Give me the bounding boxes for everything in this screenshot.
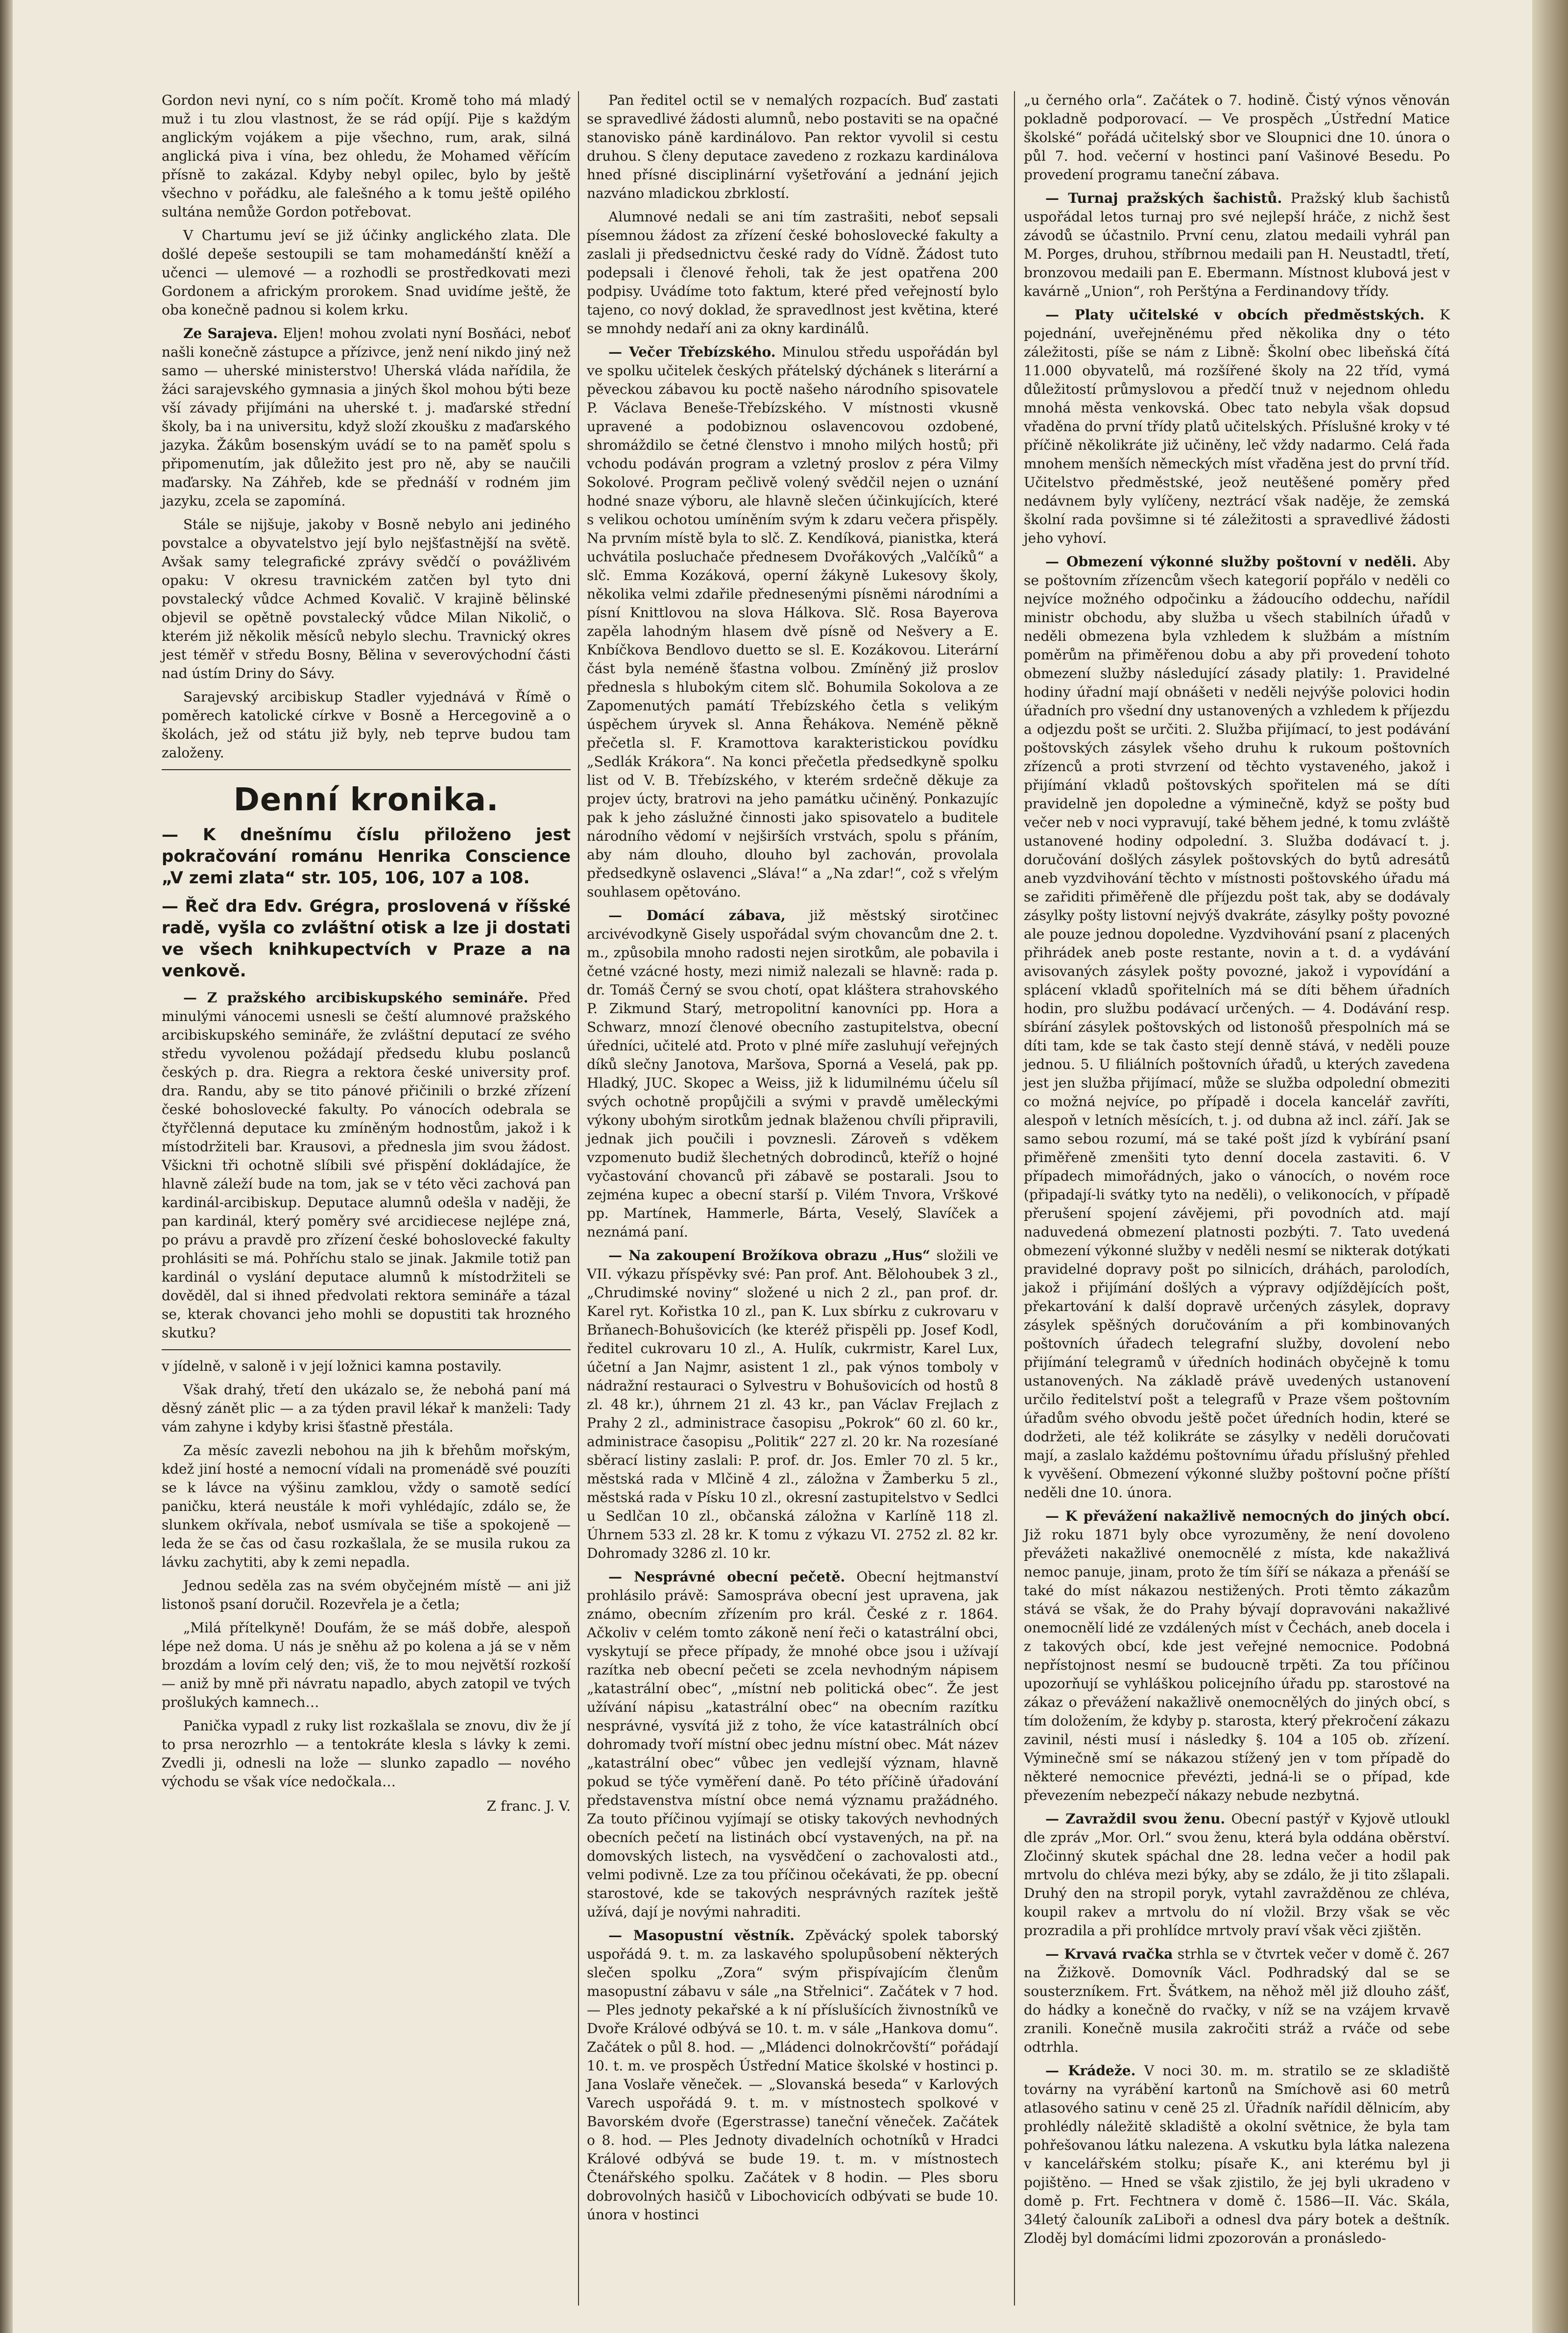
paragraph: „u černého orla“. Začátek o 7. hodině. Čistý výnos věnován pokladně podporovací. — Ve prospěch „Ústřední Matice školské“ pořádá učitelský sbor ve Sloupnici dne 10. února o půl 7. hod. večerní v hostinci paní Vašinové Besedu. Po provedení programu taneční zábava. xyxy=(1024,92,1450,183)
paragraph-heading: — Domácí zábava, xyxy=(608,907,786,923)
feuilleton-paragraph: Za měsíc zavezli nebohou na jih k břehům mořským, kdež jiní hosté a nemocní vídali na promenádě své pouzíti se k lávce na výšinu zamklou, vždy o samotě sedící paničku, která neustále k moři vyhlédajíc, zdálo se, že slunkem okřívala, neboť usmívala se tiše a spokojeně — leda že se čas od času rozkašlala, že se musila rukou za lávku zachytiti, aby k zemi nepadla. xyxy=(162,1442,571,1570)
paragraph-text: Pražský klub šachistů uspořádal letos turnaj pro své nejlepší hráče, z nichž šest závodů se účastnilo. První cenu, zlatou medaili vyhrál pan M. Porges, druhou, stříbrnou medaili pan H. Neustadtl, třetí, bronzovou medaili pan E. Ebermann. Místnost klubová jest v kavárně „Union“, roh Perštýna a Ferdinandovy třídy. xyxy=(1024,190,1450,299)
paragraph: V Chartumu jeví se již účinky anglického zlata. Dle došlé depeše sestoupili se tam mohamedánští kněží a učenci — ulemové — a rozhodli se prostředkovati mezi Gordonem a africkým prorokem. Snad uvidíme ještě, že oba konečně padnou si kolem krku. xyxy=(162,227,571,318)
paragraph xyxy=(1024,306,1450,548)
feuilleton-paragraph: v jídelně, v saloně i v její ložnici kamna postavily. xyxy=(162,1358,502,1374)
divider xyxy=(162,1349,571,1350)
paragraph xyxy=(1024,1945,1450,2057)
paragraph-text: Obecní hejtmanství prohlásilo právě: Samospráva obecní jest upravena, jak známo, obecním zřízením pro král. České z r. 1864. Ačkoliv v celém tomto zákoně není řeči o katastrální obci, vyskytují se přece případy, že mnohé obce jsou i užívají razítka neb obecní pečeti se zcela nevhodným nápisem „katastrální obec“, „místní neb politická obec“. Že jest užívání nápisu „katastrální obec“ na obecním razítku nesprávné, vysvítá již z toho, že více katastrálních obcí dohromady tvoří místní obec jednu místní obec. Mát název „katastrální obec“ vůbec jen vedlejší význam, hlavně pokud se týče vyměření daně. Po této příčině úřadování představenstva místní obce nemá významu pražádného. Za touto příčinou vyjímají se otisky takových nevhodných obecních pečetí na listinách obcí vystavených, na př. na domovských listech, na vysvědčení o zachovalosti atd., velmi podivně. Lze za tou příčinou očekávati, že pp. obecní starostové, kde se takových nesprávných razítek ještě užívá, dají je novými nahraditi. xyxy=(587,1569,998,1920)
page-edge-right xyxy=(1532,0,1568,2333)
notice: — Řeč dra Edv. Grégra, proslovená v říšské radě, vyšla co zvláštní otisk a lze ji dostati ve všech knihkupectvích v Praze a na venkově. xyxy=(162,897,571,981)
paragraph-text: Již roku 1871 byly obce vyrozuměny, že není dovoleno převážeti nakažlivé onemocnělé z místa, kde nakažlivá nemoc panuje, jinam, proto že tím šíří se nákaza a přenáší se také do míst nákazou nestižených. Proti těmto zákazům stává se však, že do Prahy bývají dopravováni nakažlivé onemocnělí lidé ze vzdálených míst v Čechách, aneb docela i z takových obcí, kde jest veřejné nemocnice. Podobná nepřístojnost nesmí se budoucně trpěti. Za tou příčinou upozorňují se vyhláškou policejního úřadu pp. starostové na zákaz o převážení nakažlivě onemocnělých do jiných obcí, s tím doložením, že kdyby p. starosta, který překročení zákazu zavinil, nésti musí i následky §. 104 a 105 ob. zřízení. Výminečně smí se nákazou stížený jen v tom případě do některé nemocnice převézti, jedná-li se o případ, kde převezením nebezpečí nákazy nebude nezbytná. xyxy=(1024,1527,1450,1803)
paragraph-text: V noci 30. m. m. stratilo se ze skladiště továrny na vyrábění kartonů na Smíchově asi 60 metrů atlasového satinu v ceně 25 zl. Úřadník nařídil dělnicím, aby prohlédly náležitě skladiště a okolní světnice, že byla tam pohřešovanou látku nalezena. A vskutku byla látka nalezena v kancelářském stolku; písaře K., ani kterému byl ji pojištěno. — Hned se však zjistilo, že jej byli ukradeno v domě p. Frt. Fechtnera v domě č. 1586—II. Vác. Skála, 34letý čalouník zaLiboři a odnesl dva páry botek a deštník. Zloděj byl domácími lidmi zpozorován a pronásledo- xyxy=(1024,2063,1450,2246)
paragraph xyxy=(1024,553,1450,1502)
column-rule xyxy=(1014,91,1015,2306)
paragraph xyxy=(587,1568,998,1921)
paragraph-heading: — Zavraždil svou ženu. xyxy=(1045,1811,1226,1827)
author-signature: Z franc. J. V. xyxy=(486,1798,571,1814)
paragraph xyxy=(587,343,998,901)
column-1 xyxy=(162,91,571,1814)
notice: — K dnešnímu číslu přiloženo jest pokračování románu Henrika Conscience „V zemi zlata“ str. 105, 106, 107 a 108. xyxy=(162,825,571,888)
paragraph-heading: Ze Sarajeva. xyxy=(183,325,278,341)
feuilleton-paragraph: Jednou seděla zas na svém obyčejném místě — ani již listonoš psaní doručil. Rozevřela je a četla; xyxy=(162,1578,571,1612)
section-title: Denní kronika. xyxy=(233,782,499,818)
divider xyxy=(162,769,571,770)
paragraph xyxy=(1024,189,1450,301)
paragraph xyxy=(1024,1810,1450,1940)
paragraph: Stále se nijšuje, jakoby v Bosně nebylo ani jediného povstalce a obyvatelstvo její bylo nejšťastnější na světě. Avšak samy telegrafické zprávy svědčí o povážlivém opaku: V okresu travnickém zatčen byl tyto dni povstalecký vůdce Achmed Kovalič. V krajině bělinské objevil se opětně povstalecký vůdce Milan Nikolič, o kterém již několik měsíců nebylo slechu. Travnický okres jest téměř v středu Bosny, Bělina v severovýchodní části nad ústím Driny do Sávy. xyxy=(162,516,571,681)
paragraph-text: strhla se v čtvrtek večer v domě č. 267 na Žižkově. Domovník Václ. Podhradský dal se se sousterzníkem. Frt. Švátkem, na něhož měl již dlouho zášť, do hádky a konečně do rvačky, v níž se na vzájem krvavě zranili. Konečně musila zakročiti stráž a rváče od sebe odtrhla. xyxy=(1024,1946,1450,2055)
paragraph xyxy=(587,1246,998,1563)
paragraph xyxy=(162,324,571,510)
paragraph-heading: — Na zakoupení Brožíkova obrazu „Hus“ xyxy=(608,1247,931,1264)
paragraph xyxy=(1024,2062,1450,2248)
paragraph-heading: — Nesprávné obecní pečetě. xyxy=(608,1569,845,1585)
paragraph: Sarajevský arcibiskup Stadler vyjednává v Římě o poměrech katolické církve v Bosně a Hercegovině a o školách, jež od státu již byly, neb teprve budou tam založeny. xyxy=(162,689,571,761)
paragraph-heading: — Z pražského arcibiskupského semináře. xyxy=(183,990,529,1006)
paragraph xyxy=(587,906,998,1241)
paragraph: Gordon nevi nyní, co s ním počít. Kromě toho má mladý muž i tu zlou vlastnost, že se rád opíjí. Pije s každým anglickým vojákem a pije všechno, rum, arak, silná anglická piva i vína, bez ohledu, že Mohamed věřícím přísně to zakázal. Kdyby nebyl opilec, bylo by ještě všechno v pořádku, ale falešného a k tomu ještě opilého sultána nemůže Gordon potřebovat. xyxy=(162,92,571,220)
paragraph xyxy=(587,1926,998,2224)
paragraph xyxy=(162,989,571,1342)
feuilleton-paragraph: „Milá přítelkyně! Doufám, že se máš dobře, alespoň lépe než doma. U nás je sněhu až po kolena a já se v něm brozdám a lovím celý den; viš, že to mou největší rozkoší — aniž by mně při návratu napadlo, abych zatopil ve tvých prošlukých kamnech… xyxy=(162,1620,571,1710)
paragraph xyxy=(1024,1507,1450,1805)
paragraph: Alumnové nedali se ani tím zastrašiti, neboť sepsali písemnou žádost za zřízení české bohoslovecké fakulty a zaslali ji předsednictvu české rady do Vídně. Žádost tuto podepsali i členové řeholi, tak že jest opatřena 200 podpisy. Uvádíme toto faktum, které před veřejností bylo tajeno, co nový doklad, že spravedlnost jest květina, které se mnohdy nedaří ani za okny kardinálů. xyxy=(587,209,998,337)
column-3 xyxy=(1024,91,1450,2253)
paragraph-heading: — Krádeže. xyxy=(1045,2063,1136,2079)
paragraph-text: K pojednání, uveřejněnému před několika dny o této záležitosti, píše se nám z Libně: Školní obec libeňská čítá 11.000 obyvatelů, má rozšířené školy na 22 tříd, vymá důležitostí průmyslovou a předčí tnuž v nejednom ohledu mnohá města venkovská. Obec tato nebyla však dopsud vřaděna do první třídy platů učitelských. Příslušné kroky v té příčině několikráte již učiněny, leč vždy nadarmo. Celá řada mnohem menších německých míst vřaděna jest do první tříd. Učitelstvo předměstské, jeož neutěšené poměry před nedávnem byly vylíčeny, neztrácí však naděje, že zemská školní rada povšimne si té záležitosti a spravedlivé žádosti jeho vyhoví. xyxy=(1024,307,1450,546)
paragraph-heading: — Platy učitelské v obcích předměstských. xyxy=(1045,307,1425,323)
paragraph-text: Eljen! mohou zvolati nyní Bosňáci, neboť našli konečně zástupce a přízivce, jenž není nikdo jiný než samo — uherské ministerstvo! Uherská vláda nařídila, že žáci sarajevského gymnasia a jiných škol mohou býti beze vší závady přijímáni na uherské t. j. maďarské střední školy, ba i na universitu, když složí zkoušku z maďarského jazyka. Žákům bosenským uvádí se to na paměť spolu s připomenutím, jak důležito jest pro ně, aby se naučili maďarsky. Na Záhřeb, kde se přednáší v rodném jim jazyku, zcela se zapomíná. xyxy=(162,325,571,509)
paragraph-text: Obecní pastýř v Kyjově utloukl dle zpráv „Mor. Orl.“ svou ženu, která byla oddána oběrství. Zločinný skutek spáchal dne 28. ledna večer a hodil pak mrtvolu do chléva mezi býky, aby se zdálo, že ji tito zšlapali. Druhý den na stropil poryk, vytahl zavražděnou ze chléva, koupil rakev a mrtvolu do ní vložil. Brzy však se věc prozradila a při prohlídce mrtvoly praví však věci zjištěn. xyxy=(1024,1811,1450,1939)
paragraph-heading: — K převážení nakažlivě nemocných do jiných obcí. xyxy=(1045,1508,1450,1524)
paragraph-text: Minulou středu uspořádán byl ve spolku učitelek českých přátelský dýchánek s literární a pěveckou zábavou ku poctě našeho národního spisovatele P. Václava Beneše-Třebízského. V místnosti vkusně upravené a podobiznou oslavencovou ozdobené, shromáždilo se četné členstvo i mnoho milých hostů; při vchodu podáván program a vzletný proslov z péra Vilmy Sokolové. Program pečlivě volený svědčil nejen o uznání hodné snaze výboru, ale hlavně slečen účinkujících, které s velikou ochotou umíněním svým k zdaru večera přispěly. Na prvním místě byla to slč. Z. Kendíková, pianistka, která uchvátila posluchače přednesem Dvořákových „Valčíků“ a slč. Emma Kozáková, operní žákyně Lukesovy školy, několika velmi zdařile přednesenými písněmi národními a písní Knittlovou na slova Hálkova. Slč. Rosa Bayerova zapěla lahodným hlasem dvě písně od Nešvery a E. Knbíčkova Bendlovo duetto se sl. E. Kozákovou. Literární část byla neméně šťastna volbou. Zmíněný již proslov přednesla s hlubokým citem slč. Bohumila Sokolova a ze Zapomenutých památí Třebízského četla s velikým úspěchem úryvek sl. Anna Řehákova. Neméně pěkně přečetla sl. F. Kramottova karakteristickou povídku „Sedlák Krákora“. Na konci přečetla předsedkyně spolku list od V. B. Třebízského, v kterém srdečně děkuje za projev úcty, bratrovi na jeho památku učiněný. Ponkazujíc pak k jeho záslužné činnosti jako spisovatelo a buditele národního vědomí v nejširších vrstvách, spolu s přáním, aby nám dlouho, dlouho byl zachován, provolala předsedkyně oslavenci „Sláva!“ a „Na zdar!“, což s vřelým souhlasem opětováno. xyxy=(587,344,998,900)
paragraph-heading: — Turnaj pražských šachistů. xyxy=(1045,190,1282,206)
column-2 xyxy=(587,91,998,2229)
paragraph-heading: — Večer Třebízského. xyxy=(608,344,776,360)
paragraph-text: složili ve VII. výkazu příspěvky své: Pan prof. Ant. Bělohoubek 3 zl., „Chrudimské noviny“ složené u nich 2 zl., pan prof. dr. Karel ryt. Kořistka 10 zl., pan K. Lux sbírku z cukrovaru v Brňanech-Bohušovicích (ke kteréž přispěli pp. Josef Kodl, ředitel cukrovaru 10 zl., A. Hulík, cukrmistr, Karel Lux, účetní a Jan Najmr, asistent 1 zl., pak výnos tomboly v nádražní restauraci o Sylvestru v Bohušovicích od hostů 8 zl. 48 kr.), úhrnem 21 zl. 43 kr., pan Václav Frejlach z Prahy 2 zl., administrace časopisu „Pokrok“ 60 zl. 60 kr., administrace časopisu „Politik“ 227 zl. 20 kr. Na rozesíané sběrací listiny zaslali: P. prof. dr. Jos. Emler 70 zl. 5 kr., městská rada v Mlčině 4 zl., záložna v Žamberku 5 zl., městská rada v Písku 10 zl., okresní zastupitelstvo v Sedlci u Sedlčan 10 zl., občanská záložna v Karlíně 118 zl. Úhrnem 533 zl. 28 kr. K tomu z výkazu VI. 2752 zl. 82 kr. Dohromady 3286 zl. 10 kr. xyxy=(587,1247,999,1561)
paragraph-heading: — Masopustní věstník. xyxy=(608,1927,795,1944)
paragraph-text: Zpěvácký spolek taborský uspořádá 9. t. m. za laskavého spolupůsobení některých slečen spolku „Zora“ svým přispívajícím členům masopustní zábavu v sále „na Střelnici“. Začátek v 7 hod. — Ples jednoty pekařské a k ní příslušících živnostníků ve Dvoře Králové odbývá se 10. t. m. v sále „Hankova domu“. Začátek o půl 8. hod. — „Mládenci dolnokrčovští“ pořádají 10. t. m. ve prospěch Ústřední Matice školské v hostinci p. Jana Voslaře věneček. — „Slovanská beseda“ v Karlových Varech uspořádá 9. t. m. v místnostech spolkové v Bavorském dvoře (Egerstrasse) taneční věneček. Začátek o 8. hod. — Ples Jednoty divadelních ochotníků v Hradci Králové odbývá se bude 19. t. m. v místnostech Čtenářského spolku. Začátek v 8 hodin. — Ples sboru dobrovolných hasičů v Libochovicích odbývati se bude 10. února v hostinci xyxy=(587,1927,999,2223)
feuilleton-paragraph: Však drahý, třetí den ukázalo se, že nebohá paní má děsný zánět plic — a za týden pravil lékař k manželi: Tady vám zahyne i kdyby krisi šťastně přestála. xyxy=(162,1382,571,1435)
paragraph-text: Před minulými vánocemi usnesli se čeští alumnové pražského arcibiskupského semináře, že zvláštní deputací ze svého středu vyvolenou požádají předsedu klubu poslanců českých p. dra. Riegra a rektora české university prof. dra. Randu, aby se tito pánové přičinili o brzké zřízení české bohoslovecké fakulty. Po vánocích odebrala se čtyřčlenná deputace ku zmíněným hodnostům, jakož i k místodržiteli bar. Krausovi, a přednesla jim svou žádost. Všickni tři ochotně slíbili své přispění dokládajíce, že hlavně záleží bude na tom, jak se v této věci zachová pan kardinál-arcibiskup. Deputace alumnů odešla v naději, že pan kardinál, který poměry své arcidiecese nejlépe zná, po právu a pravdě pro zřízení české bohoslovecké fakulty prohlásiti se má. Pohříchu stalo se jinak. Jakmile totiž pan kardinál o vyslání deputace alumnů k místodržiteli se dověděl, dal si ihned předvolati rektora semináře a tázal se, kterak chovanci jeho mohli se dopustiti tak hrozného skutku? xyxy=(162,990,571,1341)
paragraph-text: Aby se poštovním zřízencům všech kategorií popřálo v neděli co nejvíce možného odpočinku a žádoucího oddechu, nařídil ministr obchodu, aby služba u všech stabilních úřadů v neděli obmezena byla vzhledem k službám a místním poměrům na přiměřenou dobu a aby při provedení tohoto obmezení služby následující zásady platily: 1. Pravidelné hodiny úřadní mají obnášeti v neděli nejvýše polovici hodin úřadních pro všední dny ustanovených a vzhledem k příjezdu a odjezdu pošt se určiti. 2. Služba přijímací, to jest podávání poštovských zásylek všeho druhu k rukoum poštovních zřízenců a proti stvrzení od těchto vystaveného, jakož i přijímání vkladů poštovských spořitelen má se díti pravidelně jen dopoledne a výminečně, když se pošty bud večer neb v noci vypravují, také během jedné, k tomu zvláště ustanovené hodiny odpolední. 3. Služba dodávací t. j. doručování došlých zásylek poštovských do bytů adresátů aneb vyzdvihování těchto v místnosti poštovského úřadu má se zařiditi přiměřeně dle příjezdu pošt tak, aby se dodávaly zásylky pošty listovní nejvýš dvakráte, zásylky pošty povozné ale pouze jednou dopoledne. Vyzdvihování psaní z placených přihrádek aneb poste restante, novin a t. d. a vydávání avisovaných zásylek pošty povozné, jakož i vypovídání a splácení vkladů spořitelních má se díti během úřadních hodin, pro službu podávací určených. — 4. Dodávání resp. sbírání zásylek poštovských od listonošů přespolních má se díti tam, kde se tak často stejí denně stává, v neděli pouze jednou. 5. U filiálních poštovních úřadů, u kterých zavedena jest jen služba přijímací, může se služba odpolední obmeziti co možná nejvíce, po případě i docela kancelář zavříti, alespoň v letních měsících, t. j. od dubna až incl. září. Jak se samo sebou rozumí, má se také pošt jízd k vybírání psaní přiměřeně zmenšiti tyto denní docela zastaviti. 6. V případech mimořádných, jako o vánocích, o novém roce (připadají-li svátky tyto na neděli), o velikonocích, v případě přerušení spojení závějemi, při povodních atd. mají naduvedená obmezení platnosti pozbýti. 7. Tato uvedená obmezení výkonné služby v neděli nesmí se nikterak dotýkati pravidelné dopravy pošt po silnicích, dráhách, parolodích, jakož i přijímání došlých a výpravy odjíždějících pošt, překartování k další dopravě určených zásylek, dopravy zásylek spěšných doručováním a při kombinovaných poštovních úřadech telegrafní služby, dovolení nebo přijímání telegramů v úředních hodinách obyčejně k tomu ustanovených. Na základě právě uvedených ustanovení určilo ředitelství pošt a telegrafů v Praze všem poštovním úřadům svého obvodu ještě počet úředních hodin, které se dodržeti, ale též kolikráte se zásylky v neděli doručovati mají, a zaslalo každému poštovnímu úřadu příslušný přehled k vyvěšení. Obmezení výkonné služby poštovní počne příští neděli dne 10. února. xyxy=(1024,554,1450,1501)
paragraph-heading: — Obmezení výkonné služby poštovní v neděli. xyxy=(1045,554,1417,570)
paragraph: Pan ředitel octil se v nemalých rozpacích. Buď zastati se spravedlivé žádosti alumnů, nebo postaviti se na opačné stanovisko páně kardinálovo. Pan rektor vyvolil si cestu druhou. S členy deputace zavedeno z rozkazu kardinálova hned přísné disciplinární vyšetřování a jednání jejich nazváno mladickou zbrklostí. xyxy=(587,92,999,201)
column-rule xyxy=(578,91,579,2306)
page-edge-left xyxy=(0,0,13,2333)
paragraph-text: již městský sirotčinec arcivévodkyně Gisely uspořádal svým chovancům dne 2. t. m., způsobila mnoho radosti nejen sirotkům, ale pobavila i četné vzácné hosty, mezi nimiž nalezali se hlavně: rada p. dr. Tomáš Černý se svou chotí, opat kláštera strahovského P. Zikmund Starý, metropolitní kanovníci pp. Hora a Schwarz, mnozí členové obecního zastupitelstva, obecní úředníci, učitelé atd. Proto v plné míře zasluhují veřejných díků slečny Janotova, Maršova, Sporná a Veselá, pak pp. Hladký, JUC. Skopec a Weiss, již k lidumilnému účelu síl svých ochotně propůjčili a svými v pravdě uměleckými výkony ubohým sirotkům jednak blaženou chvíli připravili, jednak jich poučili i povznesli. Zároveň s vděkem vzpomenuto budiž šlechetných dobrodinců, kteříž o hojné vyčastování chovanců při zábavě se postarali. Jsou to zejména kupec a obecní starší p. Vilém Tnvora, Vrškové pp. Martínek, Hammerle, Bárta, Veselý, Slavíček a neznámá paní. xyxy=(587,907,999,1240)
paragraph-heading: — Krvavá rvačka xyxy=(1045,1946,1173,1962)
feuilleton-paragraph: Panička vypadl z ruky list rozkašlala se znovu, div že jí to prsa nerozrhlo — a tentokráte klesla s lávky k zemi. Zvedli ji, odnesli na lože — slunko zapadlo — nového východu se však více nedočkala… xyxy=(162,1718,571,1790)
